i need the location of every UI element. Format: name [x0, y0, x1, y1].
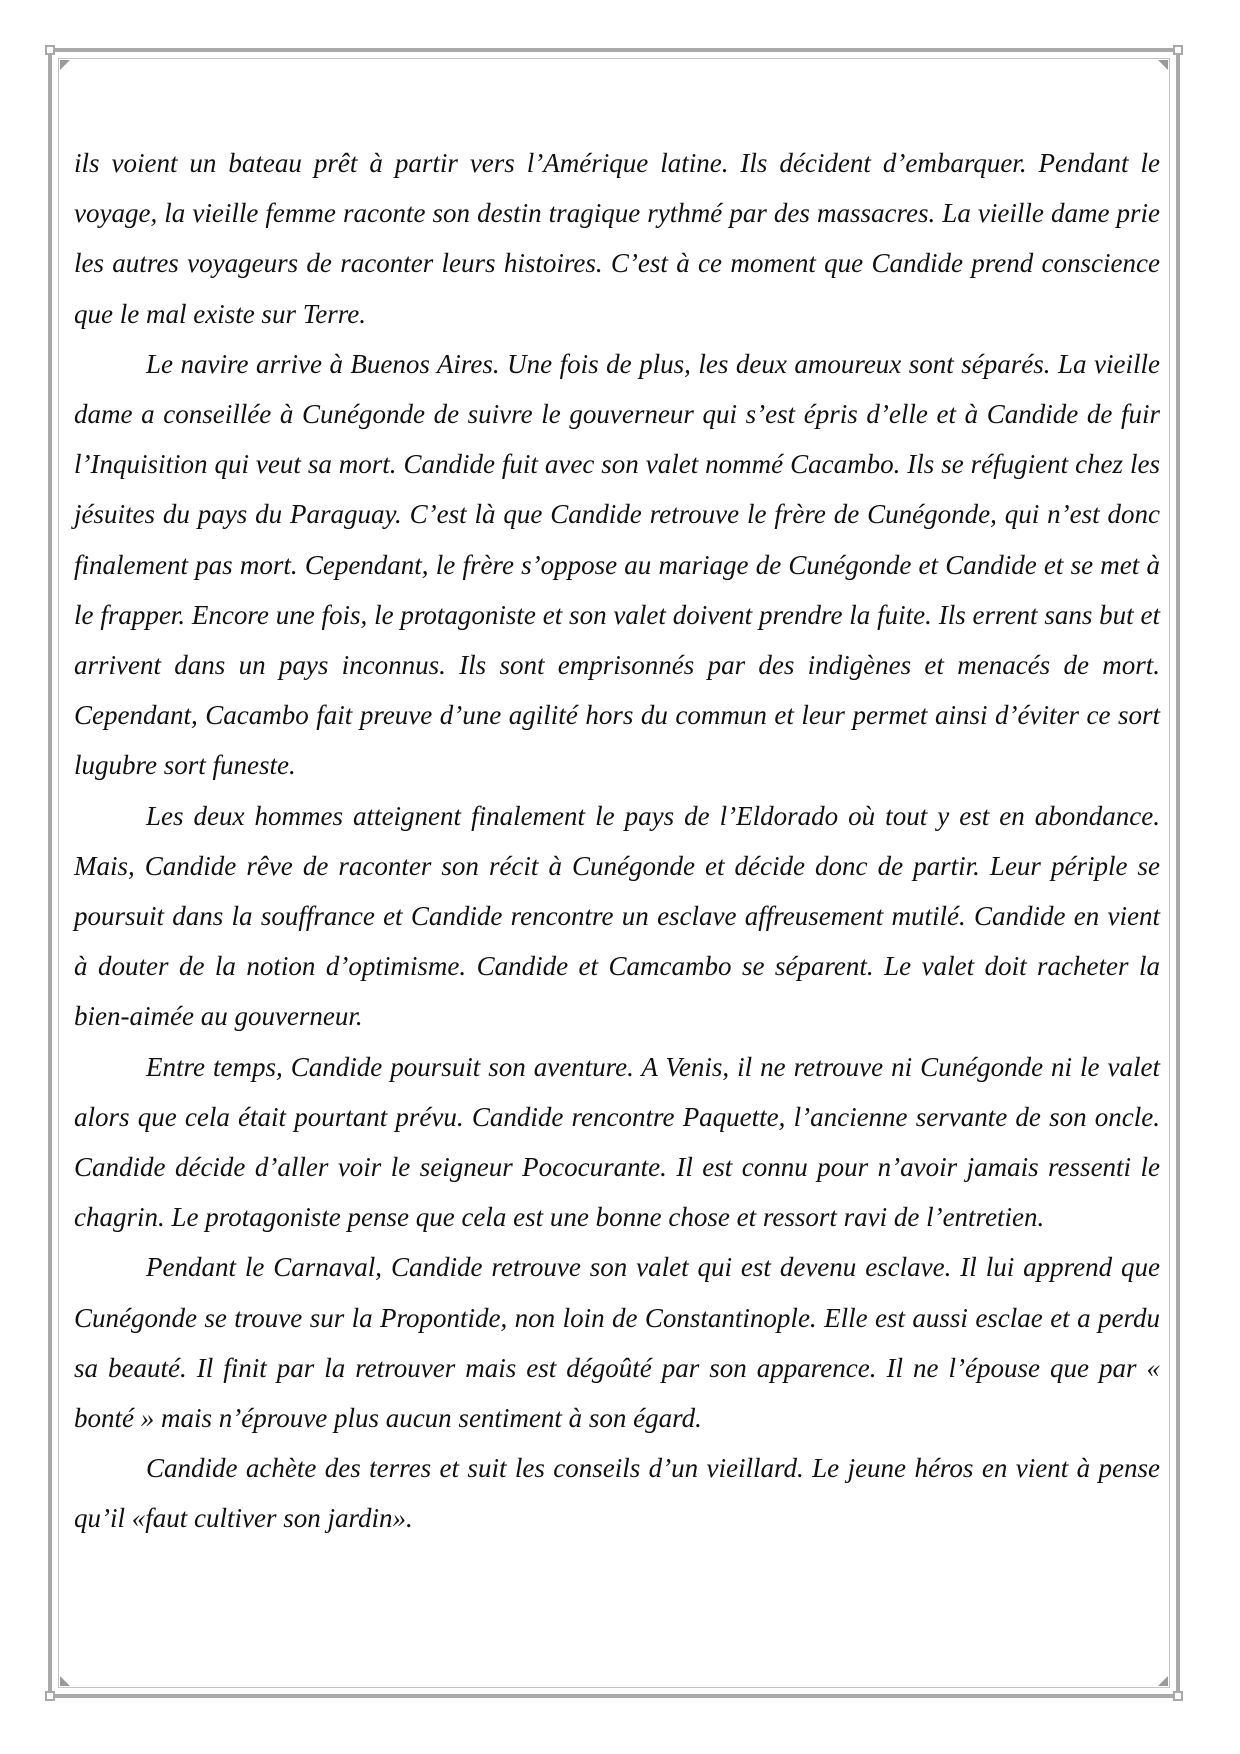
- frame-corner-stud: [45, 45, 55, 55]
- paragraph-4: Entre temps, Candide poursuit son aventure. A Venis, il ne retrouve ni Cunégonde ni le valet alors que cela était pourtant prévu. Candide rencontre Paquette, l’ancienne servante de son oncle. Candide décide d’aller voir le seigneur Pococurante. Il est connu pour n’avoir jamais ressenti le chagrin. Le protagoniste pense que cela est une bonne chose et ressort ravi de l’entretien.: [74, 1051, 1160, 1233]
- frame-corner-ornament: [1158, 60, 1168, 70]
- frame-corner-stud: [1173, 1691, 1183, 1701]
- body-text: [74, 138, 1160, 1544]
- paragraph-2: Le navire arrive à Buenos Aires. Une fois de plus, les deux amoureux sont séparés. La vieille dame a conseillée à Cunégonde de suivre le gouverneur qui s’est épris d’elle et à Candide de fuir l’Inquisition qui veut sa mort. Candide fuit avec son valet nommé Cacambo. Ils se réfugient chez les jésuites du pays du Paraguay. C’est là que Candide retrouve le frère de Cunégonde, qui n’est donc finalement pas mort. Cependant, le frère s’oppose au mariage de Cunégonde et Candide et se met à le frapper. Encore une fois, le protagoniste et son valet doivent prendre la fuite. Ils errent sans but et arrivent dans un pays inconnus. Ils sont emprisonnés par des indigènes et menacés de mort. Cependant, Cacambo fait preuve d’une agilité hors du commun et leur permet ainsi d’éviter ce sort lugubre sort funeste.: [74, 348, 1160, 781]
- paragraph-5: Pendant le Carnaval, Candide retrouve son valet qui est devenu esclave. Il lui apprend que Cunégonde se trouve sur la Propontide, non loin de Constantinople. Elle est aussi esclae et a perdu sa beauté. Il finit par la retrouver mais est dégoûté par son apparence. Il ne l’épouse que par « bonté » mais n’éprouve plus aucun sentiment à son égard.: [74, 1252, 1160, 1434]
- paragraph-3: Les deux hommes atteignent finalement le pays de l’Eldorado où tout y est en abondance. Mais, Candide rêve de raconter son récit à Cunégonde et décide donc de partir. Leur périple se poursuit dans la souffrance et Candide rencontre un esclave affreusement mutilé. Candide en vient à douter de la notion d’optimisme. Candide et Camcambo se séparent. Le valet doit racheter la bien-aimée au gouverneur.: [74, 800, 1160, 1032]
- frame-corner-ornament: [1158, 1676, 1168, 1686]
- frame-corner-ornament: [60, 60, 70, 70]
- frame-corner-stud: [1173, 45, 1183, 55]
- frame-corner-ornament: [60, 1676, 70, 1686]
- frame-corner-stud: [45, 1691, 55, 1701]
- paragraph-6: Candide achète des terres et suit les conseils d’un vieillard. Le jeune héros en vient à pense qu’il «faut cultiver son jardin».: [74, 1453, 1160, 1534]
- paragraph-1: ils voient un bateau prêt à partir vers l’Amérique latine. Ils décident d’embarquer. Pendant le voyage, la vieille femme raconte son destin tragique rythmé par des massacres. La vieille dame prie les autres voyageurs de raconter leurs histoires. C’est à ce moment que Candide prend conscience que le mal existe sur Terre.: [74, 148, 1160, 329]
